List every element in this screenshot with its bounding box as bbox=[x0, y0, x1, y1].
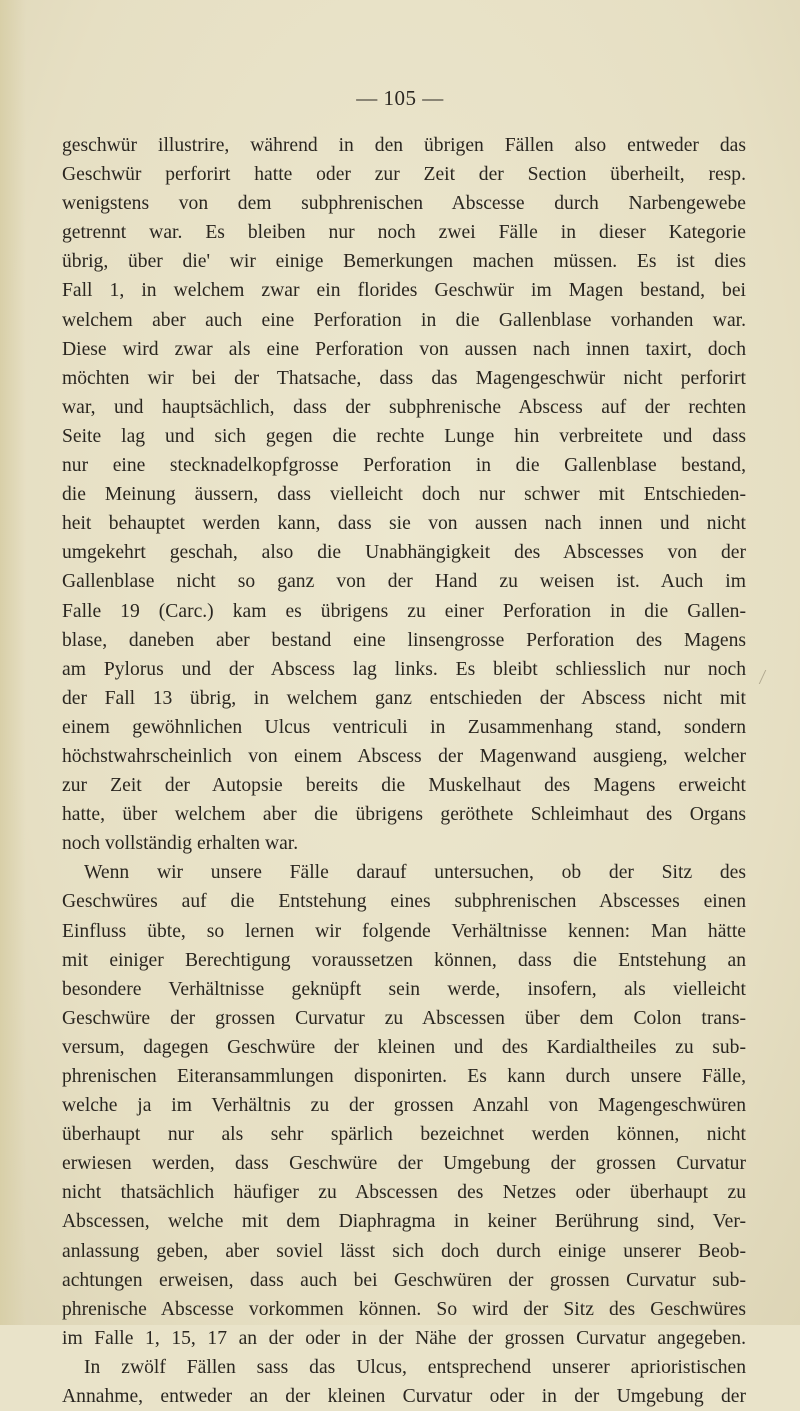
text-line: versum, dagegen Geschwüre der kleinen und des Kardialtheiles zu sub- bbox=[62, 1036, 746, 1058]
text-line: getrennt war. Es bleiben nur noch zwei Fälle in dieser Kategorie bbox=[62, 222, 746, 244]
text-line: zur Zeit der Autopsie bereits die Muskelhaut des Magens erweicht bbox=[62, 775, 746, 797]
text-line: phrenische Abscesse vorkommen können. So wird der Sitz des Geschwüres bbox=[62, 1298, 746, 1320]
text-line: Geschwür perforirt hatte oder zur Zeit der Section überheilt, resp. bbox=[62, 164, 746, 186]
text-line: erwiesen werden, dass Geschwüre der Umgebung der grossen Curvatur bbox=[62, 1153, 746, 1175]
text-line: nicht thatsächlich häufiger zu Abscessen des Netzes oder überhaupt zu bbox=[62, 1182, 746, 1204]
text-line: hatte, über welchem aber die übrigens geröthete Schleimhaut des Organs bbox=[62, 804, 746, 826]
text-line: im Falle 1, 15, 17 an der oder in der Nähe der grossen Curvatur angegeben. bbox=[62, 1327, 746, 1349]
text-line: Geschwüre der grossen Curvatur zu Abscessen über dem Colon trans- bbox=[62, 1007, 746, 1029]
text-line: am Pylorus und der Abscess lag links. Es bleibt schliesslich nur noch bbox=[62, 658, 746, 680]
text-line: Gallenblase nicht so ganz von der Hand zu weisen ist. Auch im bbox=[62, 571, 746, 593]
text-line: besondere Verhältnisse geknüpft sein werde, insofern, als vielleicht bbox=[62, 978, 746, 1000]
text-line: Fall 1, in welchem zwar ein florides Geschwür im Magen bestand, bei bbox=[62, 280, 746, 302]
text-line: Seite lag und sich gegen die rechte Lunge hin verbreitete und dass bbox=[62, 425, 746, 447]
text-line: der Fall 13 übrig, in welchem ganz entschieden der Abscess nicht mit bbox=[62, 687, 746, 709]
margin-pencil-mark bbox=[759, 670, 775, 684]
text-line: geschwür illustrire, während in den übrigen Fällen also entweder das bbox=[62, 135, 746, 156]
text-line: heit behauptet werden kann, dass sie von aussen nach innen und nicht bbox=[62, 513, 746, 535]
text-line: anlassung geben, aber soviel lässt sich doch durch einige unserer Beob- bbox=[62, 1240, 746, 1262]
text-line: Diese wird zwar als eine Perforation von aussen nach innen taxirt, doch bbox=[62, 338, 746, 360]
text-line: achtungen erweisen, dass auch bei Geschwüren der grossen Curvatur sub- bbox=[62, 1269, 746, 1291]
text-line: welche ja im Verhältnis zu der grossen Anzahl von Magengeschwüren bbox=[62, 1095, 746, 1117]
text-line: noch vollständig erhalten war. bbox=[62, 833, 299, 855]
text-line: Wenn wir unsere Fälle darauf untersuchen, ob der Sitz des bbox=[84, 862, 746, 884]
text-line: übrig, über die' wir einige Bemerkungen machen müssen. Es ist dies bbox=[62, 251, 746, 273]
text-line: möchten wir bei der Thatsache, dass das Magengeschwür nicht perforirt bbox=[62, 367, 746, 389]
text-line: blase, daneben aber bestand eine linsengrosse Perforation des Magens bbox=[62, 629, 746, 651]
text-line: Annahme, entweder an der kleinen Curvatur oder in der Umgebung der bbox=[62, 1386, 746, 1408]
text-line: die Meinung äussern, dass vielleicht doch nur schwer mit Entschieden- bbox=[62, 484, 746, 506]
body-text bbox=[62, 131, 746, 1411]
text-line: mit einiger Berechtigung voraussetzen können, dass die Entstehung an bbox=[62, 949, 746, 971]
text-line: nur eine stecknadelkopfgrosse Perforation in die Gallenblase bestand, bbox=[62, 455, 746, 477]
text-line: phrenischen Eiteransammlungen disponirten. Es kann durch unsere Fälle, bbox=[62, 1066, 746, 1087]
text-line: wenigstens von dem subphrenischen Abscesse durch Narbengewebe bbox=[62, 193, 746, 215]
page-edge-shadow bbox=[0, 0, 26, 1325]
text-line: Abscessen, welche mit dem Diaphragma in keiner Berührung sind, Ver- bbox=[62, 1211, 746, 1233]
text-line: Geschwüres auf die Entstehung eines subphrenischen Abscesses einen bbox=[62, 891, 746, 913]
text-line: überhaupt nur als sehr spärlich bezeichnet werden können, nicht bbox=[62, 1124, 746, 1146]
text-line: höchstwahrscheinlich von einem Abscess der Magenwand ausgieng, welcher bbox=[62, 745, 746, 767]
text-line: einem gewöhnlichen Ulcus ventriculi in Zusammenhang stand, sondern bbox=[62, 716, 746, 738]
text-line: Einfluss übte, so lernen wir folgende Verhältnisse kennen: Man hätte bbox=[62, 920, 746, 942]
text-line: umgekehrt geschah, also die Unabhängigkeit des Abscesses von der bbox=[62, 542, 746, 564]
page-number: — 105 — bbox=[356, 86, 444, 110]
text-line: Falle 19 (Carc.) kam es übrigens zu einer Perforation in die Gallen- bbox=[62, 600, 746, 622]
text-line: In zwölf Fällen sass das Ulcus, entsprechend unserer aprioristischen bbox=[84, 1356, 746, 1378]
text-line: war, und hauptsächlich, dass der subphrenische Abscess auf der rechten bbox=[62, 396, 746, 418]
text-line: welchem aber auch eine Perforation in die Gallenblase vorhanden war. bbox=[62, 309, 746, 331]
